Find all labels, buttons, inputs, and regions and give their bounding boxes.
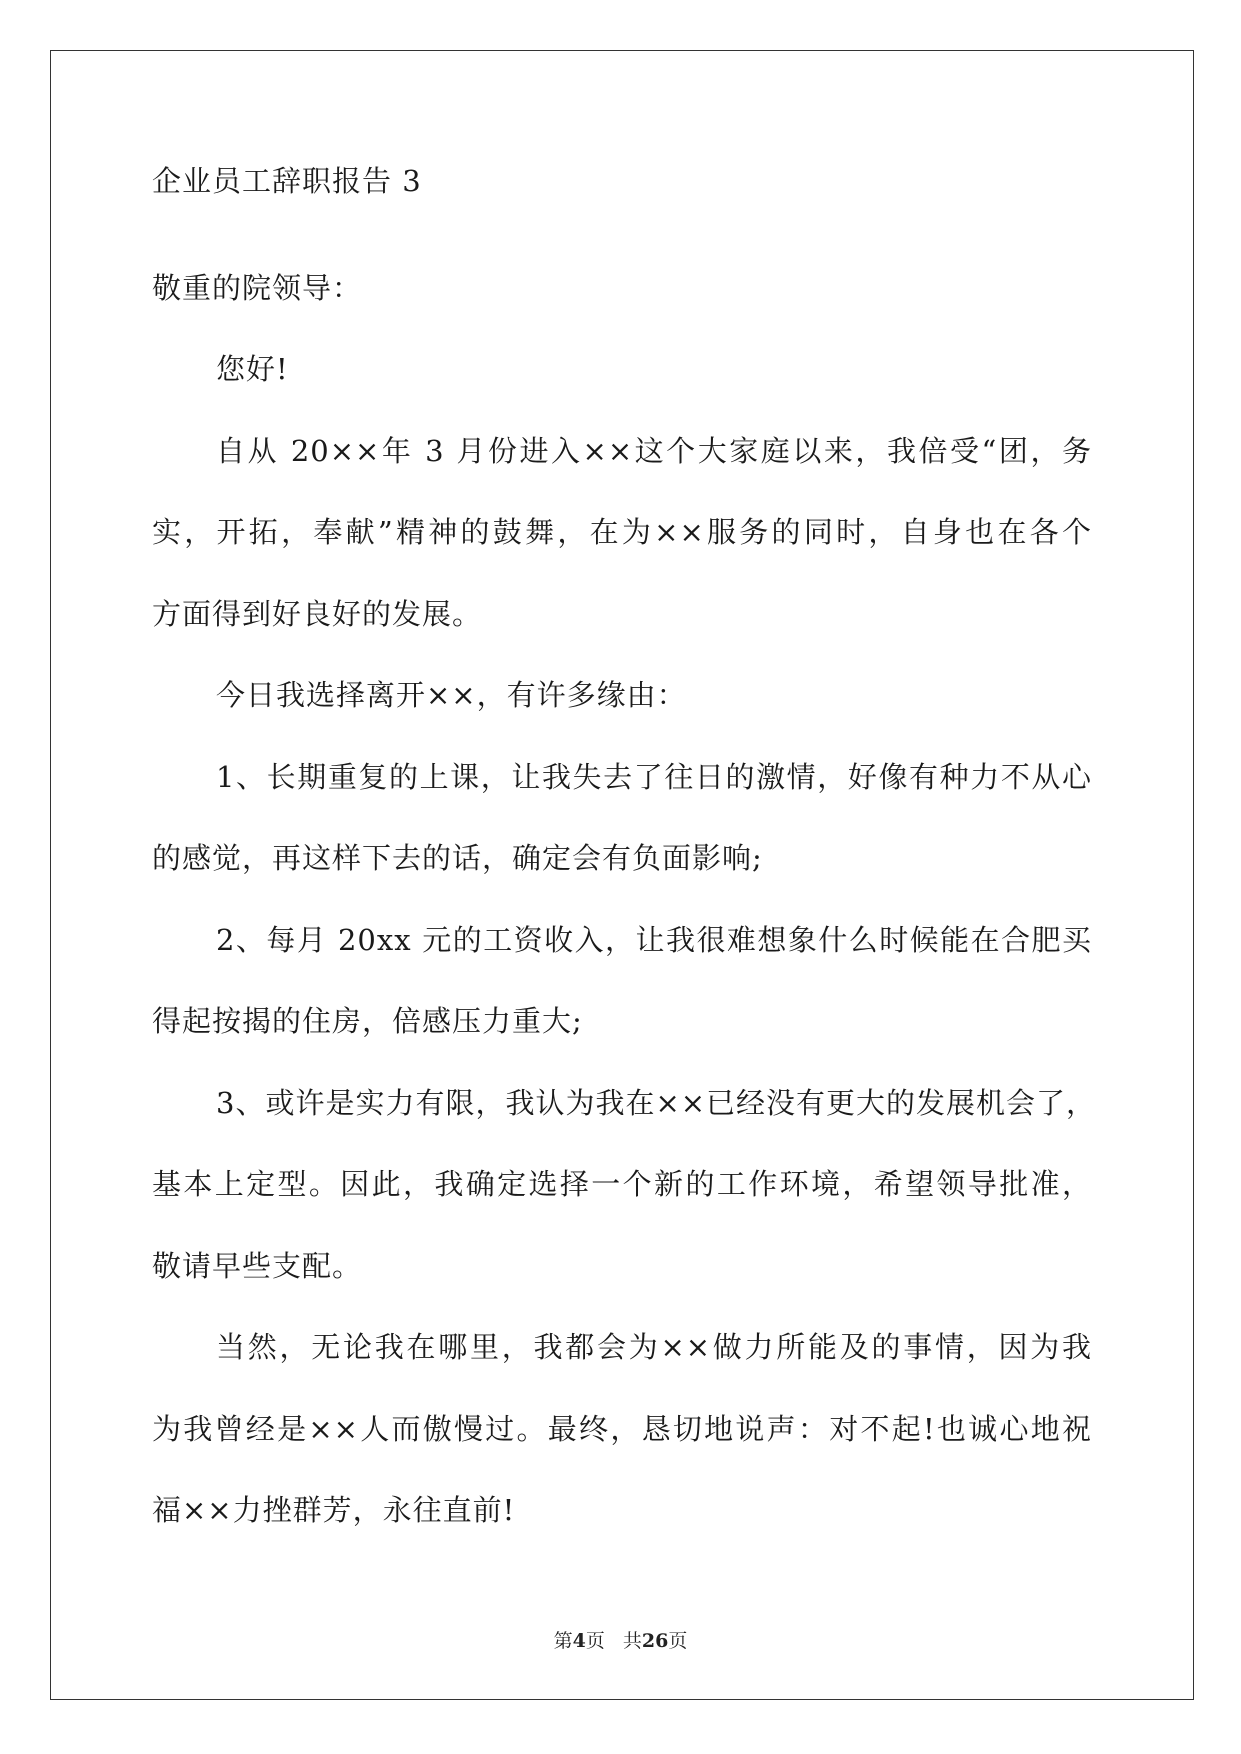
document-title: 企业员工辞职报告 3 [152,164,422,198]
paragraph-line: 实，开拓，奉献”精神的鼓舞，在为××服务的同时，自身也在各个 [152,515,1092,549]
paragraph-line: 基本上定型。因此，我确定选择一个新的工作环境，希望领导批准， [152,1167,1092,1201]
paragraph-line: 方面得到好良好的发展。 [152,596,483,631]
footer-total-suffix: 页 [668,1630,688,1652]
paragraph-line: 敬请早些支配。 [152,1248,363,1283]
paragraph-line: 当然，无论我在哪里，我都会为××做力所能及的事情，因为我 [216,1330,1092,1364]
document-body [152,164,1097,1552]
paragraph-line: 今日我选择离开××，有许多缘由： [216,678,687,712]
greeting: 您好! [216,352,289,386]
paragraph-line: 1、长期重复的上课，让我失去了往日的激情，好像有种力不从心 [216,759,1092,794]
footer-total-prefix: 共 [622,1630,642,1652]
footer-page-suffix: 页 [585,1630,605,1652]
footer-prefix: 第 [553,1630,573,1652]
page-total: 26 [641,1630,669,1652]
paragraph-line: 3、或许是实力有限，我认为我在××已经没有更大的发展机会了， [216,1085,1097,1120]
paragraph-line: 的感觉，再这样下去的话，确定会有负面影响; [152,841,763,875]
paragraph-line: 为我曾经是××人而傲慢过。最终，恳切地说声：对不起!也诚心地祝 [152,1411,1092,1446]
page-number: 4 [572,1630,586,1652]
page-footer [0,1626,1241,1653]
salutation: 敬重的院领导： [152,270,363,305]
paragraph-line: 得起按揭的住房，倍感压力重大; [152,1004,583,1038]
paragraph-line: 自从 20××年 3 月份进入××这个大家庭以来，我倍受“团，务 [216,433,1092,468]
paragraph-line: 2、每月 20xx 元的工资收入，让我很难想象什么时候能在合肥买 [216,922,1092,957]
paragraph-line: 福××力挫群芳，永往直前! [152,1493,516,1527]
